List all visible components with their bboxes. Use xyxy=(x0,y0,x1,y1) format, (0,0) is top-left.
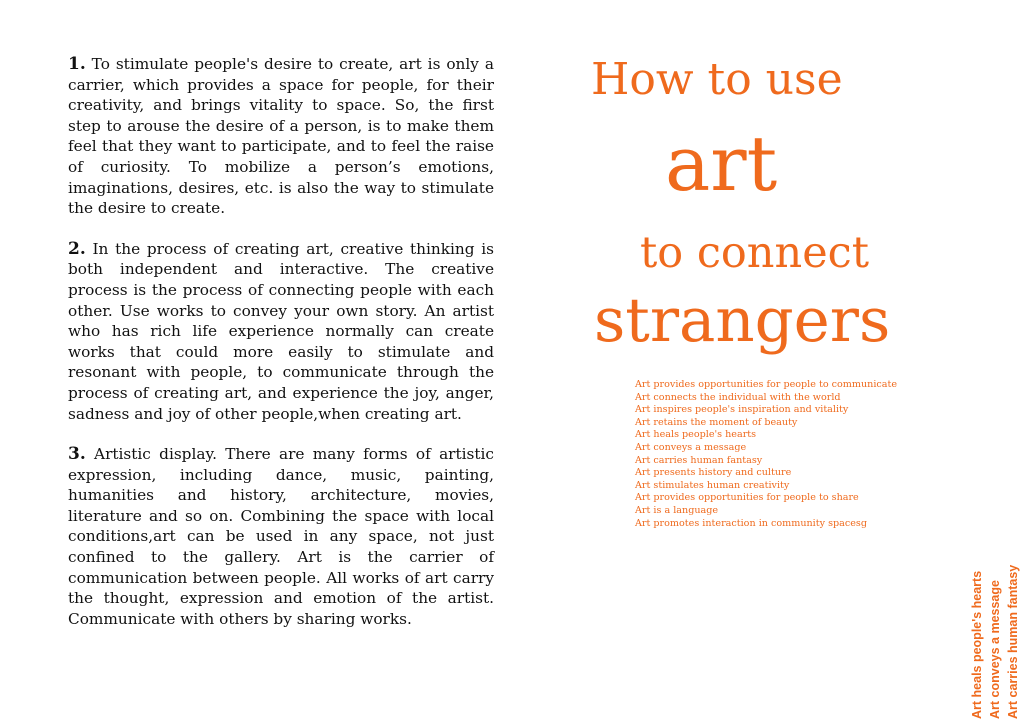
body-text xyxy=(68,54,494,649)
paragraph-1 xyxy=(68,54,494,219)
list-item: Art provides opportunities for people to share xyxy=(635,492,859,504)
paragraph-number: 2. xyxy=(68,238,86,259)
list-item: Art inspires people's inspiration and vitality xyxy=(635,404,849,416)
art-benefits-list xyxy=(635,379,897,530)
list-item: Art carries human fantasy xyxy=(635,454,763,466)
vertical-tagline: Art conveys a message xyxy=(988,580,1002,719)
paragraph-3 xyxy=(68,444,494,629)
vertical-tagline: Art carries human fantasy xyxy=(1006,564,1020,719)
list-item: Art is a language xyxy=(635,504,719,516)
list-item: Art presents history and culture xyxy=(635,467,792,479)
list-item: Art provides opportunities for people to communicate xyxy=(635,379,898,390)
vertical-taglines xyxy=(966,539,1022,719)
list-item: Art stimulates human creativity xyxy=(635,479,790,491)
title-line-2: art xyxy=(665,119,778,208)
paragraph-number: 1. xyxy=(68,54,86,74)
list-item: Art connects the individual with the world xyxy=(635,391,841,403)
list-item: Art heals people's hearts xyxy=(635,429,757,441)
title-line-3: to connect xyxy=(640,228,870,278)
paragraph-number: 3. xyxy=(68,444,86,465)
list-item: Art conveys a message xyxy=(635,441,747,453)
list-item: Art promotes interaction in community spacesg xyxy=(635,517,867,529)
title-line-4: strangers xyxy=(594,285,891,356)
vertical-tagline: Art heals people's hearts xyxy=(970,570,984,719)
list-item: Art retains the moment of beauty xyxy=(635,416,798,428)
paragraph-text: In the process of creating art, creative thinking is both independent and interactive. The creative process is the process of connecting people with each other. Use works to convey your own story. An artist who has rich life experience normally can create works that could more easily to stimulate and resonant with people, to communicate through the process of creating art, and experience the joy, anger, sadness and joy of other people,when creating art. xyxy=(68,239,494,423)
paragraph-text: To stimulate people's desire to create, art is only a carrier, which provides a space for people, for their creativity, and brings vitality to space. So, the first step to arouse the desire of a person, is to make them feel that they want to participate, and to feel the raise of curiosity. To mobilize a person’s emotions, imaginations, desires, etc. is also the way to stimulate the desire to create. xyxy=(68,55,494,218)
title-line-1: How to use xyxy=(591,54,843,105)
paragraph-text: Artistic display. There are many forms of artistic expression, including dance, music, painting, humanities and history, architecture, movies, literature and so on. Combining the space with local conditions,art can be used in any space, not just confined to the gallery. Art is the carrier of communication between people. All works of art carry the thought, expression and emotion of the artist. Communicate with others by sharing works. xyxy=(68,445,494,628)
paragraph-2 xyxy=(68,239,494,424)
